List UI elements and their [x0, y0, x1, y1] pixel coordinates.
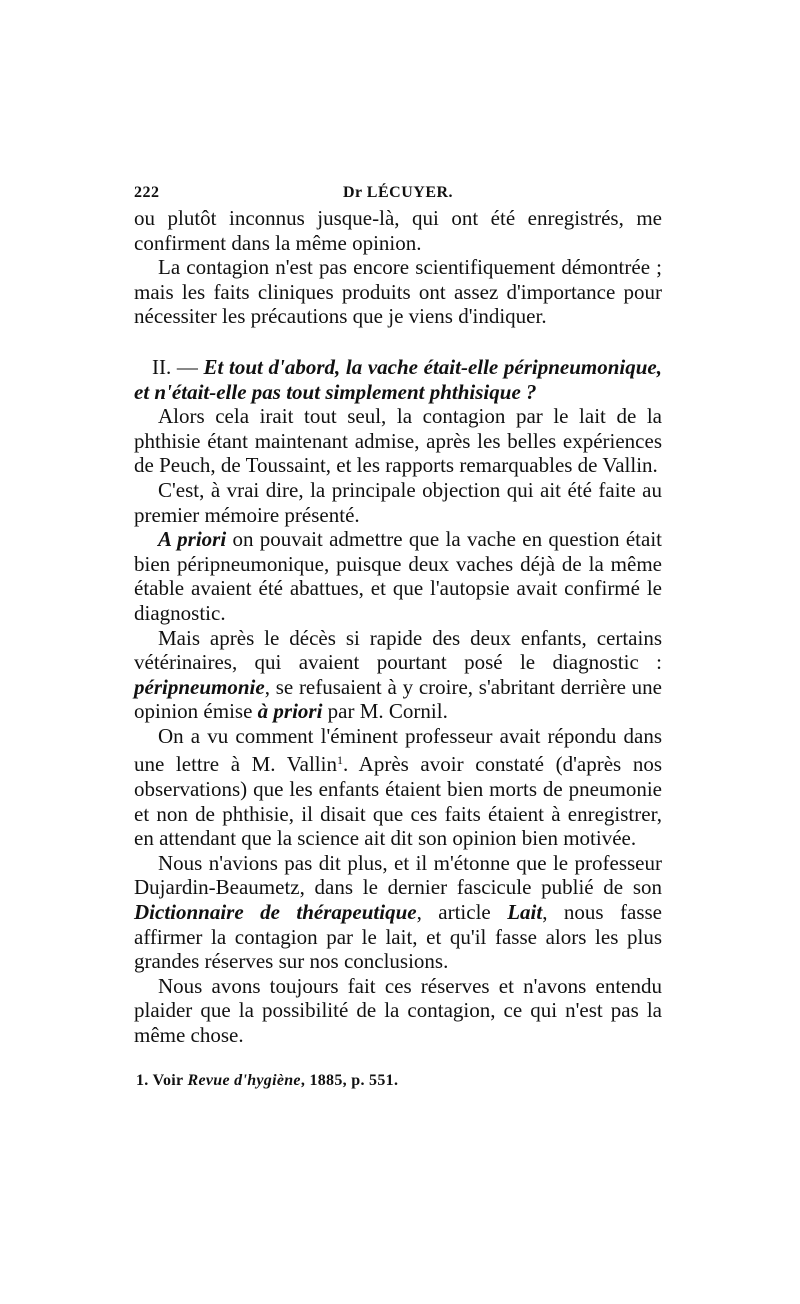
emphasis: Dictionnaire de thérapeutique [134, 900, 417, 925]
page-number: 222 [134, 184, 160, 201]
paragraph-text: , article [416, 900, 508, 925]
emphasis: à priori [257, 699, 323, 724]
paragraph [134, 527, 662, 625]
paragraph-text: on pouvait admettre que la vache en question était bien péripneumonique, puisque deux vaches déjà de la même étable avaient été abattues, et que l'autopsie avait confirmé le diagnostic. [134, 527, 663, 625]
paragraph [134, 851, 662, 974]
paragraph: Nous avons toujours fait ces réserves et n'avons entendu plaider que la possibilité de la contagion, ce qui n'est pas la même chose. [134, 973, 662, 1047]
paragraph: C'est, à vrai dire, la principale objection qui ait été faite au premier mémoire présenté. [134, 477, 662, 527]
footnote-marker: 1. [136, 1071, 149, 1089]
emphasis: A priori [158, 527, 227, 552]
running-header [134, 180, 662, 206]
paragraph [134, 626, 662, 724]
paragraph-text: Nous n'avions pas dit plus, et il m'étonne que le professeur Dujardin-Beaumetz, dans le dernier fascicule publié de son [134, 850, 662, 900]
section-question: Et tout d'abord, la vache était-elle péripneumonique, et n'était-elle pas tout simplement phthisique ? [134, 354, 662, 404]
section-number: II. — [152, 354, 204, 379]
running-header-author: Dr LÉCUYER. [342, 184, 454, 201]
footnote-reference[interactable]: 1 [336, 753, 343, 768]
paragraph-text: On a vu comment l'éminent professeur avait répondu dans une lettre à M. Vallin [134, 723, 662, 777]
paragraph-text: . Après avoir constaté (d'après nos observations) que les enfants étaient bien morts de pneumonie et non de phthisie, il disait que ces faits étaient à enregistrer, en attendant que la science ait dit son opinion bien motivée. [134, 752, 662, 851]
paragraph-text: , se refusaient à y croire, s'abritant derrière une opinion émise [134, 674, 662, 724]
paragraph-text: , nous fasse affirmer la contagion par le lait, et qu'il fasse alors les plus grandes réserves sur nos conclusions. [134, 900, 662, 974]
footnote-citation: Revue d'hygiène [187, 1071, 301, 1089]
emphasis: Lait [507, 900, 543, 925]
footnote-text: , 1885, p. 551. [300, 1071, 399, 1089]
section-heading [134, 355, 662, 404]
paragraph-text: par M. Cornil. [322, 699, 448, 724]
body-text [134, 206, 662, 1048]
document-page [134, 180, 662, 1090]
paragraph: Alors cela irait tout seul, la contagion par le lait de la phthisie étant maintenant admise, après les belles expériences de Peuch, de Toussaint, et les rapports remarquables de Vallin. [134, 404, 662, 478]
paragraph: ou plutôt inconnus jusque-là, qui ont été enregistrés, me confirment dans la même opinion. [134, 206, 662, 255]
paragraph-text: Mais après le décès si rapide des deux enfants, certains vétérinaires, qui avaient pourtant posé le diagnostic : [134, 625, 662, 675]
paragraph: La contagion n'est pas encore scientifiquement démontrée ; mais les faits cliniques produits ont assez d'importance pour nécessiter les précautions que je viens d'indiquer. [134, 255, 662, 329]
footnote-text: Voir [152, 1071, 188, 1089]
emphasis: péripneumonie [134, 674, 265, 699]
paragraph [134, 724, 662, 851]
footnote [134, 1072, 662, 1090]
